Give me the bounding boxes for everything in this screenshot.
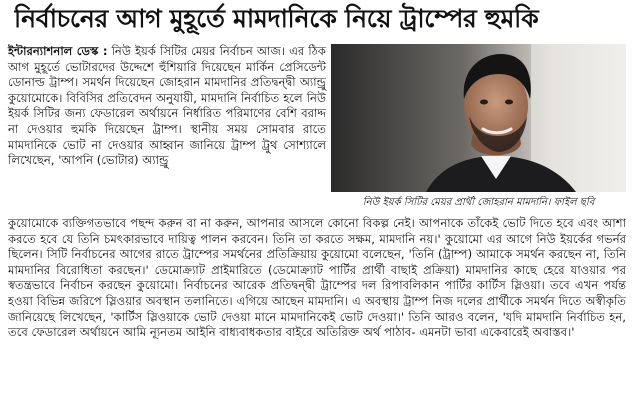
article-body-top (8, 44, 326, 169)
headline: নির্বাচনের আগ মুহূর্তে মামদানিকে নিয়ে ট্রাম্পের হুমকি (14, 4, 539, 33)
photo-caption: নিউ ইয়র্ক সিটির মেয়র প্রার্থী জোহরান মামদানি। ফাইল ছবি (362, 197, 595, 208)
dateline: ইন্টারন্যাশনাল ডেস্ক : (8, 44, 108, 58)
body-top-text: নিউ ইয়র্ক সিটির মেয়র নির্বাচন আজ। এর ঠিক আগ মুহূর্তে ভোটারদের উদ্দেশে হুঁশিয়ারি দিয়েছেন মার্কিন প্রেসিডেন্ট ডোনাল্ড ট্রাম্প। সমর্থন দিয়েছেন জোহরান মামদানির প্রতিদ্বন্দ্বী অ্যান্ড্রু কুয়োমোকে। বিবিসির প্রতিবেদন অনুযায়ী, মামদানি নির্বাচিত হলে নিউ ইয়র্ক সিটির জন্য ফেডারেল অর্থায়নে নির্ধারিত পরিমাণের বেশি বরাদ্দ না দেওয়ার হুমকি দিয়েছেন ট্রাম্প। স্থানীয় সময় সোমবার রাতে মামদানিকে ভোট না দেওয়ার আহ্বান জানিয়ে ট্রাম্প ট্রুথ সোশ্যালে লিখেছেন, 'আপনি (ভোটার) অ্যান্ড্রু (8, 44, 326, 168)
article-photo (331, 44, 626, 192)
body-bottom-text: কুয়োমোকে ব্যক্তিগতভাবে পছন্দ করুন বা না করুন, আপনার আসলে কোনো বিকল্প নেই। আপনাকে তাঁকেই ভোট দিতে হবে এবং আশা করতে হবে যে তিনি চমৎকারভাবে দায়িত্ব পালন করবেন। তিনি তা করতে সক্ষম, মামদানি নয়।' কুয়োমো এর আগে নিউ ইয়র্কের গভর্নর ছিলেন। সিটি নির্বাচনের আগের রাতে ট্রাম্পের সমর্থনের প্রতিক্রিয়ায় কুয়োমো বলেছেন, 'তিনি (ট্রাম্প) আমাকে সমর্থন করছেন না, তিনি মামদানির বিরোধিতা করছেন।' ডেমোক্র্যাট প্রাইমারিতে (ডেমোক্র্যাট পার্টির প্রার্থী বাছাই প্রক্রিয়া) মামদানির কাছে হেরে যাওয়ার পর স্বতন্ত্রভাবে নির্বাচন করছেন কুয়োমো। নির্বাচনের আরেক প্রতিদ্বন্দ্বী ট্রাম্পের দল রিপাবলিকান পার্টির কার্টিস স্লিওয়া। তবে এখন পর্যন্ত হওয়া বিভিন্ন জরিপে স্লিওয়ার অবস্থান তলানিতে। এগিয়ে আছেন মামদানি। এ অবস্থায় ট্রাম্প নিজ দলের প্রার্থীকে সমর্থন দিতে অস্বীকৃতি জানিয়েছে লিখেছেন, 'কার্টিস স্লিওয়াকে ভোট দেওয়া মানে মামদানিকেই ভোট দেওয়া।' তিনি আরও বলেন, 'যদি মামদানি নির্বাচিত হন, তবে ফেডারেল অর্থায়নে আমি ন্যূনতম আইনি বাধ্যবাধকতার বাইরে অতিরিক্ত অর্থ পাঠাব- এমনটা ভাবা একেবারেই অবাস্তব।' (8, 216, 626, 340)
article-body-bottom (8, 216, 626, 416)
